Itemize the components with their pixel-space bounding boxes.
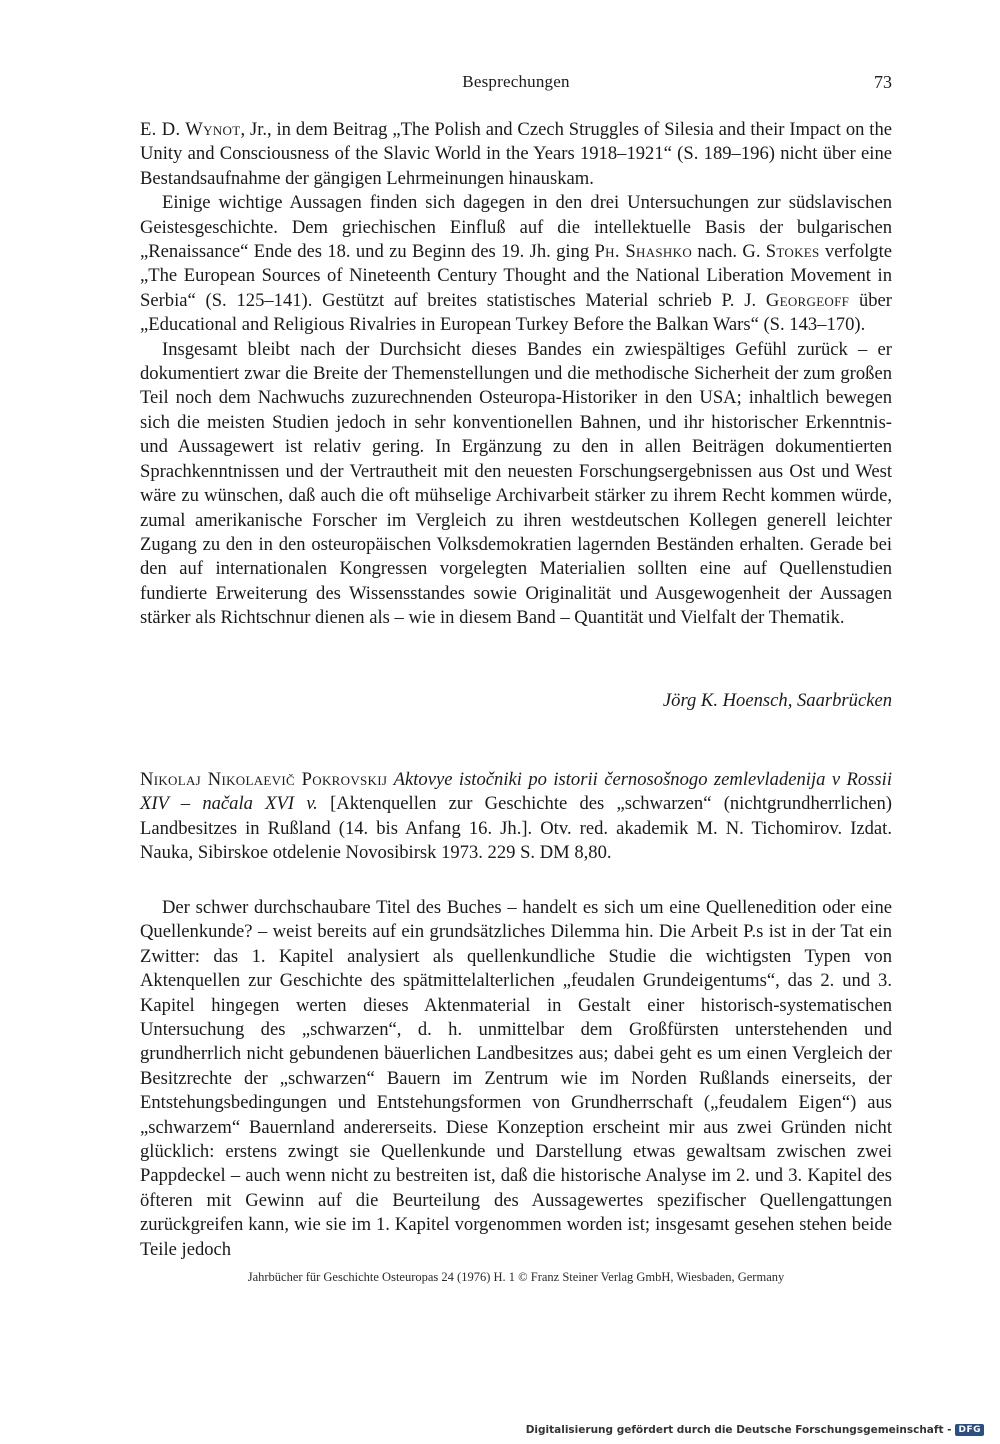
review-body — [140, 896, 892, 1262]
bibliography-details: [Aktenquellen zur Geschichte des „schwarzen“ (nichtgrundherrlichen) Landbesitzes in Rußland (14. bis Anfang 16. Jh.]. Otv. red. akademik M. N. Tichomirov. Izdat. Nauka, Sibirskoe otdelenie Novosibirsk 1973. 229 S. DM 8,80. — [140, 793, 893, 864]
paragraph — [140, 338, 892, 631]
paragraph-text: verfolgte „The European Sources of Nineteenth Century Thought and the National Liberation Movement in Serbia“ (S. 125–141). Gestützt auf breites statistisches Material schrieb P. J. — [140, 241, 893, 311]
book-author: Nikolaj Nikolaevič Pokrovskij — [140, 769, 388, 790]
author-name: E. D. Wynot — [140, 119, 241, 140]
author-name: Ph. Shashko — [594, 241, 693, 263]
author-name: Georgeoff — [765, 289, 850, 311]
paragraph-text: Der schwer durchschaubare Titel des Buches – handelt es sich um eine Quellenedition oder eine Quellenkunde? – weist bereits auf ein grundsätzliches Dilemma hin. Die Arbeit P.s ist in der Tat ein Zwitter: das 1. Kapitel analysiert als quellenkundliche Studie die wichtigsten Typen von Aktenquellen zur Geschichte des spätmittelalterlichen „feudalen Grundeigentums“, das 2. und 3. Kapitel hingegen werten dieses Aktenmaterial in Gestalt einer historisch-systematischen Untersuchung des „schwarzen“, d. h. unmittelbar dem Großfürsten unterstehenden und grundherrlich nicht gebundenen bäuerlichen Landbesitzes aus; dabei geht es um einen Vergleich der Besitzrechte der „schwarzen“ Bauern im Zentrum wie im Norden Rußlands einerseits, der Entstehungsbedingungen und Entstehungsformen von Grundherrschaft („feudalem Eigen“) aus „schwarzem“ Bauernland andererseits. Diese Konzeption erscheint mir aus zwei Gründen nicht glücklich: erstens zwingt sie Quellenkunde und Darstellung etwas gewaltsam zwischen zwei Pappdeckel – auch wenn nicht zu bestreiten ist, daß die historische Analyse im 2. und 3. Kapitel des öfteren mit Gewinn auf die Beurteilung des Aussagewertes spezifischer Quellengattungen zurückgreifen kann, wie sie im 1. Kapitel vorgenommen worden ist; insgesamt gesehen stehen beide Teile jedoch — [140, 897, 892, 1260]
book-title: Aktovye istočniki po istorii černosošnogo zemlevladenija v Rossii XIV – načala XVI v. — [140, 769, 892, 815]
reviewer-signature: Jörg K. Hoensch, Saarbrücken — [662, 690, 892, 711]
paragraph — [140, 896, 892, 1262]
paragraph — [140, 191, 892, 337]
dfg-logo: DFG — [955, 1424, 984, 1436]
paragraph — [140, 118, 892, 191]
paragraph-text: Insgesamt bleibt nach der Durchsicht dieses Bandes ein zwiespältiges Gefühl zurück – er dokumentiert zwar die Breite der Themenstellungen und die methodische Sicherheit der zum großen Teil noch dem Nachwuchs zuzurechnenden Osteuropa-Historiker in den USA; inhaltlich bewegen sich die meisten Studien jedoch in sehr konventionellen Bahnen, und ihr historischer Erkenntnis- und Aussagewert ist relativ gering. In Ergänzung zu den in allen Beiträgen dokumentierten Sprachkenntnissen und der Vertrautheit mit den neuesten Forschungsergebnissen aus Ost und West wäre zu wünschen, daß auch die oft mühselige Archivarbeit stärker zu ihrem Recht kommen würde, zumal amerikanische Forscher im Vergleich zu ihren westdeutschen Kollegen generell leichter Zugang zu den in den osteuropäischen Volksdemokratien lagernden Beständen erhalten. Gerade bei den auf internationalen Kongressen vorgelegten Materialien sollten eine auf Quellenstudien fundierte Erweiterung des Wissensstandes sowie Originalität und Ausgewogenheit der Aussagen stärker als Richtschnur dienen als – wie in diesem Band – Quantität und Vielfalt der Thematik. — [140, 338, 892, 629]
running-title: Besprechungen — [462, 72, 570, 91]
paragraph-text: nach. G. — [692, 241, 766, 263]
paragraph-text: , Jr., in dem Beitrag „The Polish and Czech Struggles of Silesia and their Impact on the Unity and Consciousness of the Slavic World in the Years 1918–1921“ (S. 189–196) nicht über eine Bestandsaufnahme der gängigen Lehrmeinungen hinauskam. — [140, 119, 892, 189]
dfg-text: Digitalisierung gefördert durch die Deutsche Forschungsgemeinschaft - — [525, 1424, 952, 1436]
dfg-banner — [526, 1424, 984, 1436]
running-head — [140, 72, 892, 98]
author-name: Stokes — [765, 241, 820, 263]
review-continuation — [140, 118, 892, 631]
paragraph-text: Einige wichtige Aussagen finden sich dagegen in den drei Untersuchungen zur südslavischen Geistesgeschichte. Dem griechischen Einfluß auf die intellektuelle Basis der bulgarischen „Renaissance“ Ende des 18. und zu Beginn des 19. Jh. ging — [140, 192, 892, 263]
page-number: 73 — [874, 72, 892, 92]
bibliographic-entry — [140, 768, 892, 866]
journal-footer: Jahrbücher für Geschichte Osteuropas 24 (1976) H. 1 © Franz Steiner Verlag GmbH, Wiesbaden, Germany — [247, 1270, 785, 1284]
paragraph-text: über „Educational and Religious Rivalries in European Turkey Before the Balkan Wars“ (S. 143–170). — [140, 289, 892, 336]
bibliography-paragraph — [140, 768, 892, 866]
